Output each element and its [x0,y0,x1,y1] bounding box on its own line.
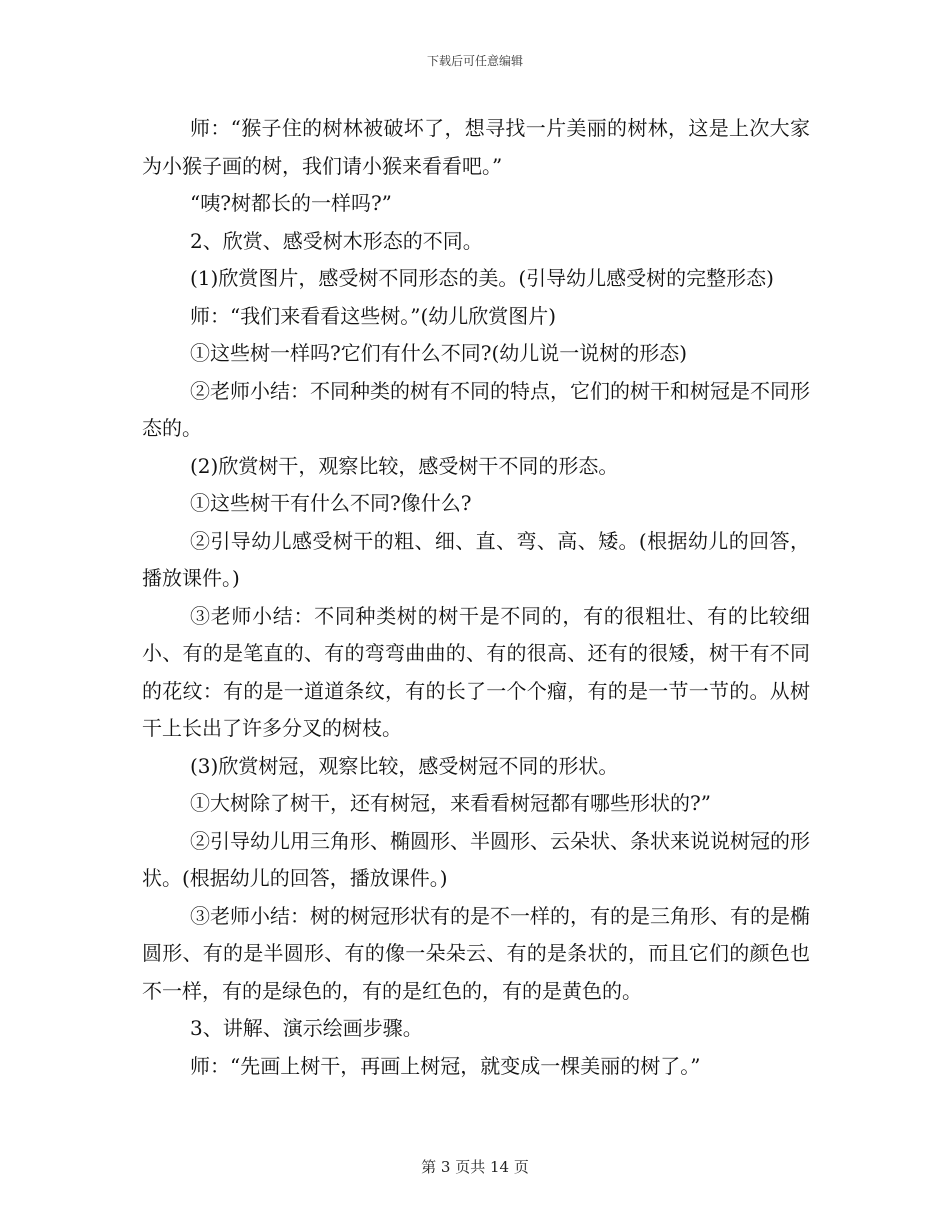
page-header: 下载后可任意编辑 [426,54,523,68]
subsection-heading: (3)欣赏树冠，观察比较，感受树冠不同的形状。 [190,753,619,778]
paragraph: 师：“先画上树干，再画上树冠，就变成一棵美丽的树了。” [190,1053,701,1078]
list-item: ②引导幼儿用三角形、椭圆形、半圆形、云朵状、条状来说说树冠的形状。(根据幼儿的回答，播放课件。) [142,828,810,890]
subsection-heading: (1)欣赏图片，感受树不同形态的美。(引导幼儿感受树的完整形态) [190,266,774,290]
page-footer: 第 3 页共 14 页 [421,1158,529,1176]
document-body [142,110,810,1085]
list-item: ②引导幼儿感受树干的粗、细、直、弯、高、矮。(根据幼儿的回答，播放课件。) [142,528,810,590]
list-item: ③老师小结：树的树冠形状有的是不一样的，有的是三角形、有的是椭圆形、有的是半圆形、有的像一朵朵云、有的是条状的，而且它们的颜色也不一样，有的是绿色的，有的是红色的，有的是黄色的。 [142,903,810,1003]
paragraph: 师：“猴子住的树林被破坏了，想寻找一片美丽的树林，这是上次大家为小猴子画的树，我们请小猴来看看吧。” [142,116,810,178]
list-item: ①大树除了树干，还有树冠，来看看树冠都有哪些形状的?” [190,791,711,815]
paragraph: “咦?树都长的一样吗?” [190,191,392,215]
section-heading: 2、欣赏、感受树木形态的不同。 [190,228,483,253]
list-item: ①这些树一样吗?它们有什么不同?(幼儿说一说树的形态) [190,341,688,365]
list-item: ③老师小结：不同种类树的树干是不同的，有的很粗壮、有的比较细小、有的是笔直的、有的弯弯曲曲的、有的很高、还有的很矮，树干有不同的花纹：有的是一道道条纹，有的长了一个个瘤，有的是一节一节的。从树干上长出了许多分叉的树枝。 [142,603,810,740]
list-item: ①这些树干有什么不同?像什么? [190,491,472,515]
list-item: ②老师小结：不同种类的树有不同的特点，它们的树干和树冠是不同形态的。 [142,378,810,440]
section-heading: 3、讲解、演示绘画步骤。 [190,1016,423,1040]
paragraph: 师：“我们来看看这些树。”(幼儿欣赏图片) [190,303,557,328]
subsection-heading: (2)欣赏树干，观察比较，感受树干不同的形态。 [190,453,619,478]
